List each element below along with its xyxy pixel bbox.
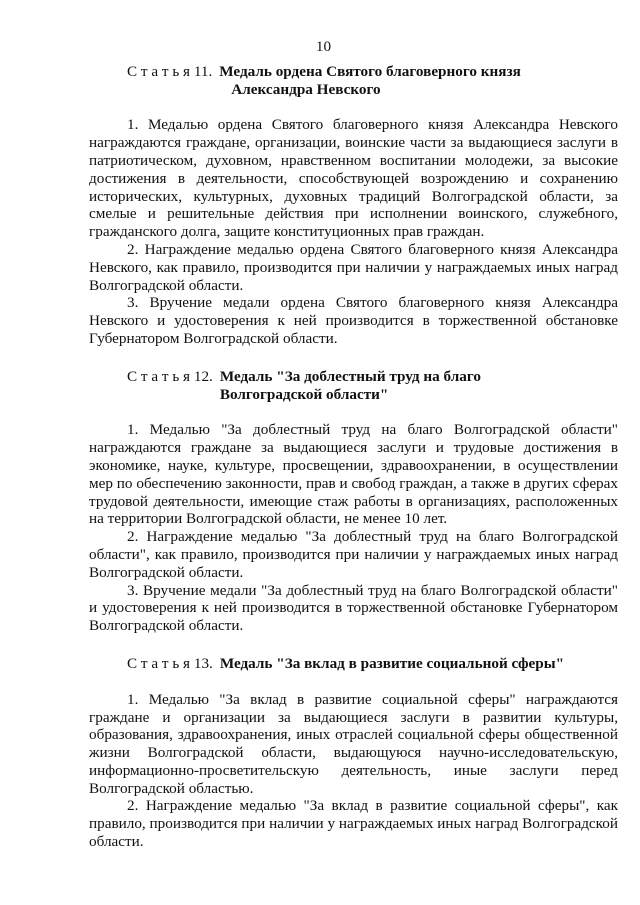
article-number: 11. — [193, 62, 213, 80]
paragraph: 1. Медалью "За доблестный труд на благо Волгоградской области" награждаются граждане за выдающиеся заслуги и трудовые достижения в экономике, науке, культуре, просвещении, здравоохранении, в осуществлении мер по обеспечению законности, прав и свобод граждан, а также в других сферах трудовой деятельности, имеющие стаж работы в организациях, расположенных на территории Волгоградской области, не менее 10 лет. — [89, 421, 618, 528]
article-label: С т а т ь я — [127, 62, 191, 80]
paragraph: 1. Медалью ордена Святого благоверного князя Александра Невского награждаются граждане, организации, воинские части за выдающиеся заслуги в патриотическом, духовном, нравственном воспитании молодежи, за высокие достижения в деятельности, способствующей возрождению и сохранению исторических, культурных, духовных традиций Волгоградской области, за смелые и решительные действия при исполнении воинского, служебного, гражданского долга, защите конституционных прав граждан. — [89, 116, 618, 241]
article-title — [220, 655, 564, 673]
page-number: 10 — [315, 38, 332, 55]
article-title-line1: Медаль "За вклад в развитие социальной сферы" — [219, 654, 565, 672]
article-title — [220, 368, 481, 404]
article-title-line1: Медаль "За доблестный труд на благо — [219, 367, 481, 385]
article-title-line1: Медаль ордена Святого благоверного князя — [219, 62, 521, 80]
paragraph: 3. Вручение медали ордена Святого благоверного князя Александра Невского и удостоверения к ней производится в торжественной обстановке Губернатором Волгоградской области. — [89, 294, 618, 347]
article-prefix — [89, 655, 213, 673]
article-prefix — [89, 368, 213, 386]
paragraph: 2. Награждение медалью "За вклад в развитие социальной сферы", как правило, производится при наличии у награждаемых иных наград Волгоградской области. — [89, 797, 618, 851]
paragraph: 3. Вручение медали "За доблестный труд на благо Волгоградской области" и удостоверения к ней производится в торжественной обстановке Губернатором Волгоградской области. — [89, 581, 618, 635]
paragraph: 2. Награждение медалью ордена Святого благоверного князя Александра Невского, как правило, производится при наличии у награждаемых иных наград Волгоградской области. — [89, 240, 618, 294]
article-label: С т а т ь я — [127, 654, 191, 672]
article-prefix — [89, 63, 212, 81]
article-title-line2: Александра Невского — [231, 80, 381, 98]
article-number: 12. — [193, 367, 213, 385]
article-heading — [89, 63, 618, 99]
article-title — [219, 63, 521, 99]
article-number: 13. — [193, 654, 213, 672]
article-title-line2: Волгоградской области" — [219, 385, 389, 403]
article-11 — [89, 63, 618, 348]
paragraph: 1. Медалью "За вклад в развитие социальной сферы" награждаются граждане и организации за выдающиеся заслуги в развитии культуры, образования, здравоохранения, иных отраслей социальной сферы общественной жизни Волгоградской области, выдающуюся научно-исследовательскую, информационно-просветительскую деятельность, иные заслуги перед Волгоградской областью. — [89, 690, 618, 797]
article-heading — [89, 655, 618, 673]
article-12 — [89, 368, 618, 635]
article-label: С т а т ь я — [127, 367, 191, 385]
article-heading — [89, 368, 618, 404]
article-13 — [89, 655, 618, 851]
paragraph: 2. Награждение медалью "За доблестный труд на благо Волгоградской области", как правило, производится при наличии у награждаемых иных наград Волгоградской области. — [89, 528, 618, 581]
